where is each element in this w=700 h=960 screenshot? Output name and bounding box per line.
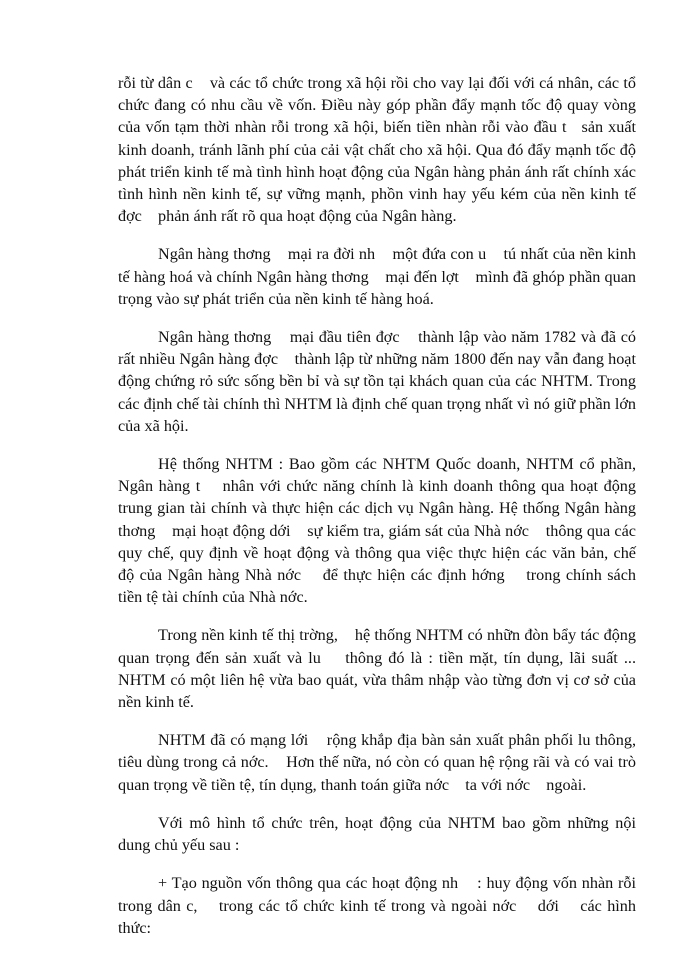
paragraph-5: Trong nền kinh tế thị trờng, hệ thống NHTM có nhữn đòn bẩy tác động quan trọng đến sản xuất và lu thông đó là : tiền mặt, tín dụng, lãi suất ... NHTM có một liên hệ vừa bao quát, vừa thâm nhập vào từng đơn vị cơ sở của nền kinh tế.: [118, 626, 641, 712]
paragraph-2: Ngân hàng thơng mại ra đời nh một đứa con u tú nhất của nền kinh tế hàng hoá và chính Ngân hàng thơng mại đến lợt mình đã ghóp phần quan trọng vào sự phát triển của nền kinh tế hàng hoá.: [118, 245, 641, 308]
paragraph-4: Hệ thống NHTM : Bao gồm các NHTM Quốc doanh, NHTM cổ phần, Ngân hàng t nhân với chức năng chính là kinh doanh thông qua hoạt động trung gian tài chính và thực hiện các dịch vụ Ngân hàng. Hệ thống Ngân hàng thơng mại hoạt động dới sự kiểm tra, giám sát của Nhà nớc thông qua các quy chế, quy định về hoạt động và thông qua việc thực hiện các văn bản, chế độ của Ngân hàng Nhà nớc để thực hiện các định hớng trong chính sách tiền tệ tài chính của Nhà nớc.: [118, 455, 641, 607]
paragraph-6: NHTM đã có mạng lới rộng khắp địa bàn sản xuất phân phối lu thông, tiêu dùng trong cả nớc. Hơn thế nữa, nó còn có quan hệ rộng rãi và có vai trò quan trọng về tiền tệ, tín dụng, thanh toán giữa nớc ta với nớc ngoài.: [118, 731, 641, 794]
paragraph-8: + Tạo nguồn vốn thông qua các hoạt động nh : huy động vốn nhàn rỗi trong dân c, trong các tổ chức kinh tế trong và ngoài nớc dới các hình thức:: [118, 874, 641, 937]
paragraph-1: rỗi từ dân c và các tổ chức trong xã hội rồi cho vay lại đối với cá nhân, các tổ chức đang có nhu cầu về vốn. Điều này góp phần đẩy mạnh tốc độ quay vòng của vốn tạm thời nhàn rỗi trong xã hội, biến tiền nhàn rỗi vào đầu t sản xuất kinh doanh, tránh lãnh phí của cải vật chất cho xã hội. Qua đó đẩy mạnh tốc độ phát triển kinh tế mà tình hình hoạt động của Ngân hàng phản ánh rất chính xác tình hình nền kinh tế, sự vững mạnh, phồn vinh hay yếu kém của nền kinh tế đợc phản ánh rất rõ qua hoạt động của Ngân hàng.: [118, 74, 641, 226]
paragraph-3: Ngân hàng thơng mại đầu tiên đợc thành lập vào năm 1782 và đã có rất nhiều Ngân hàng đợc thành lập từ những năm 1800 đến nay vẫn đang hoạt động chứng rỏ sức sống bền bỉ và sự tồn tại khách quan của các NHTM. Trong các định chế tài chính thì NHTM là định chế quan trọng nhất vì nó giữ phần lớn của xã hội.: [118, 328, 641, 435]
paragraph-7: Với mô hình tổ chức trên, hoạt động của NHTM bao gồm những nội dung chủ yếu sau :: [118, 813, 641, 855]
document-page: [118, 72, 641, 939]
